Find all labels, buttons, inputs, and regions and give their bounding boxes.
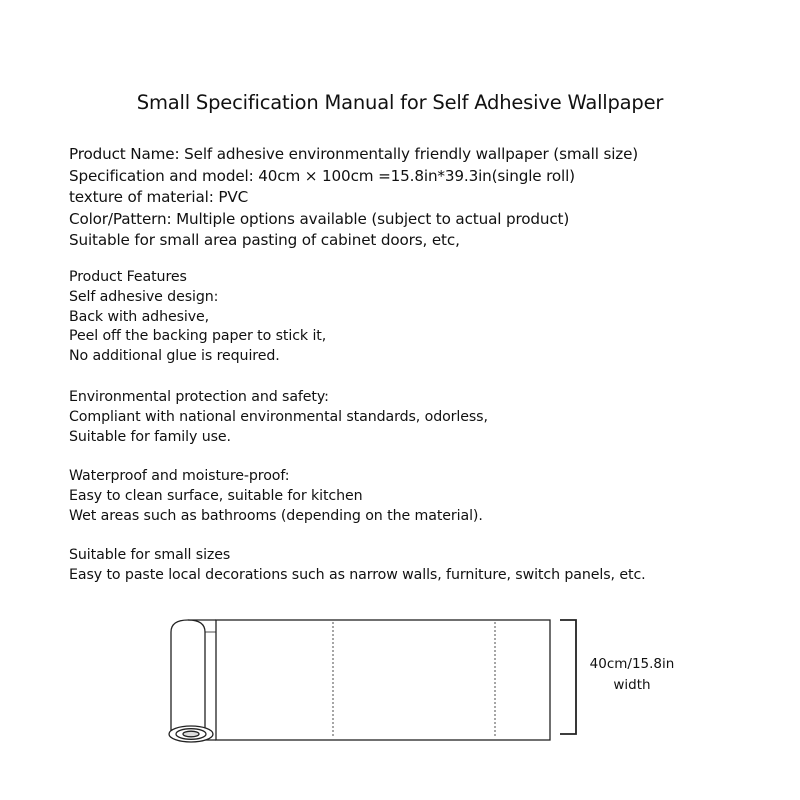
roll-cylinder	[171, 620, 205, 730]
small-sizes-line: Easy to paste local decorations such as narrow walls, furniture, switch panels, etc.	[69, 566, 646, 583]
roll-end-core	[183, 731, 199, 737]
features-line: Peel off the backing paper to stick it,	[69, 328, 327, 345]
spec-size-model: Specification and model: 40cm × 100cm =15.8in*39.3in(single roll)	[69, 166, 575, 185]
waterproof-line: Easy to clean surface, suitable for kitchen	[69, 487, 363, 504]
waterproof-line: Wet areas such as bathrooms (depending on the material).	[69, 507, 483, 524]
features-heading: Product Features	[69, 269, 187, 285]
spec-color-pattern: Color/Pattern: Multiple options available (subject to actual product)	[69, 209, 570, 228]
product-specifications	[69, 144, 779, 252]
small-sizes-section	[69, 546, 779, 586]
page-title: Small Specification Manual for Self Adhesive Wallpaper	[136, 91, 664, 114]
width-dimension-bracket	[560, 620, 576, 734]
spec-product-name: Product Name: Self adhesive environmentally friendly wallpaper (small size)	[69, 145, 639, 163]
environment-section	[69, 388, 779, 447]
width-dimension-value: 40cm/15.8in	[589, 656, 675, 672]
features-line: No additional glue is required.	[69, 348, 280, 365]
width-dimension-label: width	[613, 677, 651, 693]
environment-line: Suitable for family use.	[69, 428, 231, 445]
spec-suitable-use: Suitable for small area pasting of cabinet doors, etc,	[69, 231, 460, 249]
unrolled-sheet	[216, 620, 550, 740]
product-features-section	[69, 268, 779, 367]
spec-material: texture of material: PVC	[69, 188, 249, 206]
waterproof-section	[69, 467, 779, 526]
features-line: Back with adhesive,	[69, 308, 210, 325]
waterproof-heading: Waterproof and moisture-proof:	[69, 468, 290, 484]
environment-line: Compliant with national environmental standards, odorless,	[69, 408, 488, 425]
environment-heading: Environmental protection and safety:	[69, 389, 329, 405]
features-line: Self adhesive design:	[69, 288, 219, 305]
small-sizes-heading: Suitable for small sizes	[69, 547, 231, 563]
